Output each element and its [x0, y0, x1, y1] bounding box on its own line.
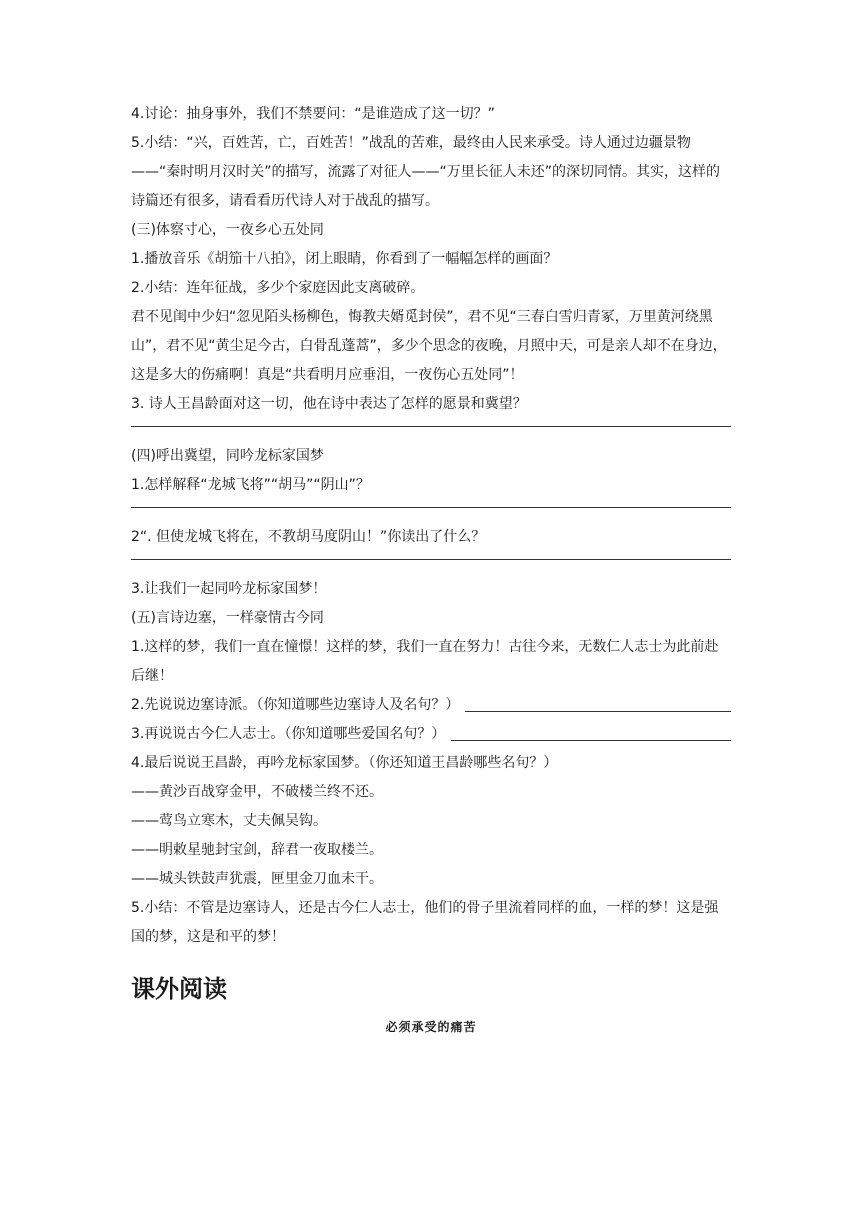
answer-blank[interactable]: [131, 507, 731, 508]
answer-blank[interactable]: [451, 740, 731, 741]
section-heading: (四)呼出冀望，同吟龙标家国梦: [131, 448, 324, 464]
text-paragraph: 5.小结：不管是边塞诗人，还是古今仁人志士，他们的骨子里流着同样的血，一样的梦！这是强国的梦，这是和平的梦！: [131, 900, 719, 945]
question-line: 1.怎样解释“龙城飞将”“胡马”“阴山”？: [131, 477, 370, 493]
text-paragraph: 5.小结：“兴，百姓苦，亡，百姓苦！”战乱的苦难，最终由人民来承受。诗人通过边疆景物——“秦时明月汉时关”的描写，流露了对征人——“万里长征人未还”的深切同情。其实，这样的诗篇还有很多，请看看历代诗人对于战乱的描写。: [131, 135, 721, 209]
text-line: 4.讨论：抽身事外，我们不禁要问：“是谁造成了这一切？”: [131, 106, 495, 122]
question-row: [131, 720, 731, 749]
poem-line: ——城头铁鼓声犹震，匣里金刀血未干。: [131, 871, 383, 887]
text-line: 1.播放音乐《胡笳十八拍》，闭上眼睛，你看到了一幅幅怎样的画面？: [131, 251, 558, 267]
question-row: [131, 691, 731, 720]
extracurricular-heading: 课外阅读: [131, 975, 227, 1003]
poem-line: ——莺鸟立寒木，丈夫佩吴钩。: [131, 813, 327, 829]
poem-line: ——明敕星驰封宝剑，辞君一夜取楼兰。: [131, 842, 383, 858]
text-line: 4.最后说说王昌龄，再吟龙标家国梦。（你还知道王昌龄哪些名句？）: [131, 755, 558, 771]
text-paragraph: 君不见闺中少妇“忽见陌头杨柳色，悔教夫婿觅封侯”，君不见“三春白雪归青冢，万里黄河绕黑山”，君不见“黄尘足今古，白骨乱蓬蒿”，多少个思念的夜晚，月照中天，可是亲人却不在身边，这是多大的伤痛啊！真是“共看明月应垂泪，一夜伤心五处同”！: [131, 309, 727, 383]
question-line: 2“. 但使龙城飞将在，不教胡马度阴山！”你读出了什么？: [131, 529, 486, 545]
section-heading: (五)言诗边塞，一样豪情古今同: [131, 610, 324, 626]
answer-blank[interactable]: [131, 559, 731, 560]
section-heading: (三)体察寸心，一夜乡心五处同: [131, 222, 324, 238]
poem-line: ——黄沙百战穿金甲，不破楼兰终不还。: [131, 784, 383, 800]
text-line: 2.小结：连年征战，多少个家庭因此支离破碎。: [131, 280, 425, 296]
document-page: [131, 100, 731, 1035]
question-line: 3. 诗人王昌龄面对这一切，他在诗中表达了怎样的愿景和冀望？: [131, 396, 527, 412]
answer-blank[interactable]: [131, 426, 731, 427]
article-title: 必须承受的痛苦: [385, 1020, 477, 1034]
answer-blank[interactable]: [465, 711, 731, 712]
question-text: 3.再说说古今仁人志士。（你知道哪些爱国名句？）: [131, 726, 446, 742]
text-line: 3.让我们一起同吟龙标家国梦！: [131, 581, 327, 597]
text-paragraph: 1.这样的梦，我们一直在憧憬！这样的梦，我们一直在努力！古往今来，无数仁人志士为此前赴后继！: [131, 639, 719, 684]
question-text: 2.先说说边塞诗派。（你知道哪些边塞诗人及名句？）: [131, 697, 460, 713]
